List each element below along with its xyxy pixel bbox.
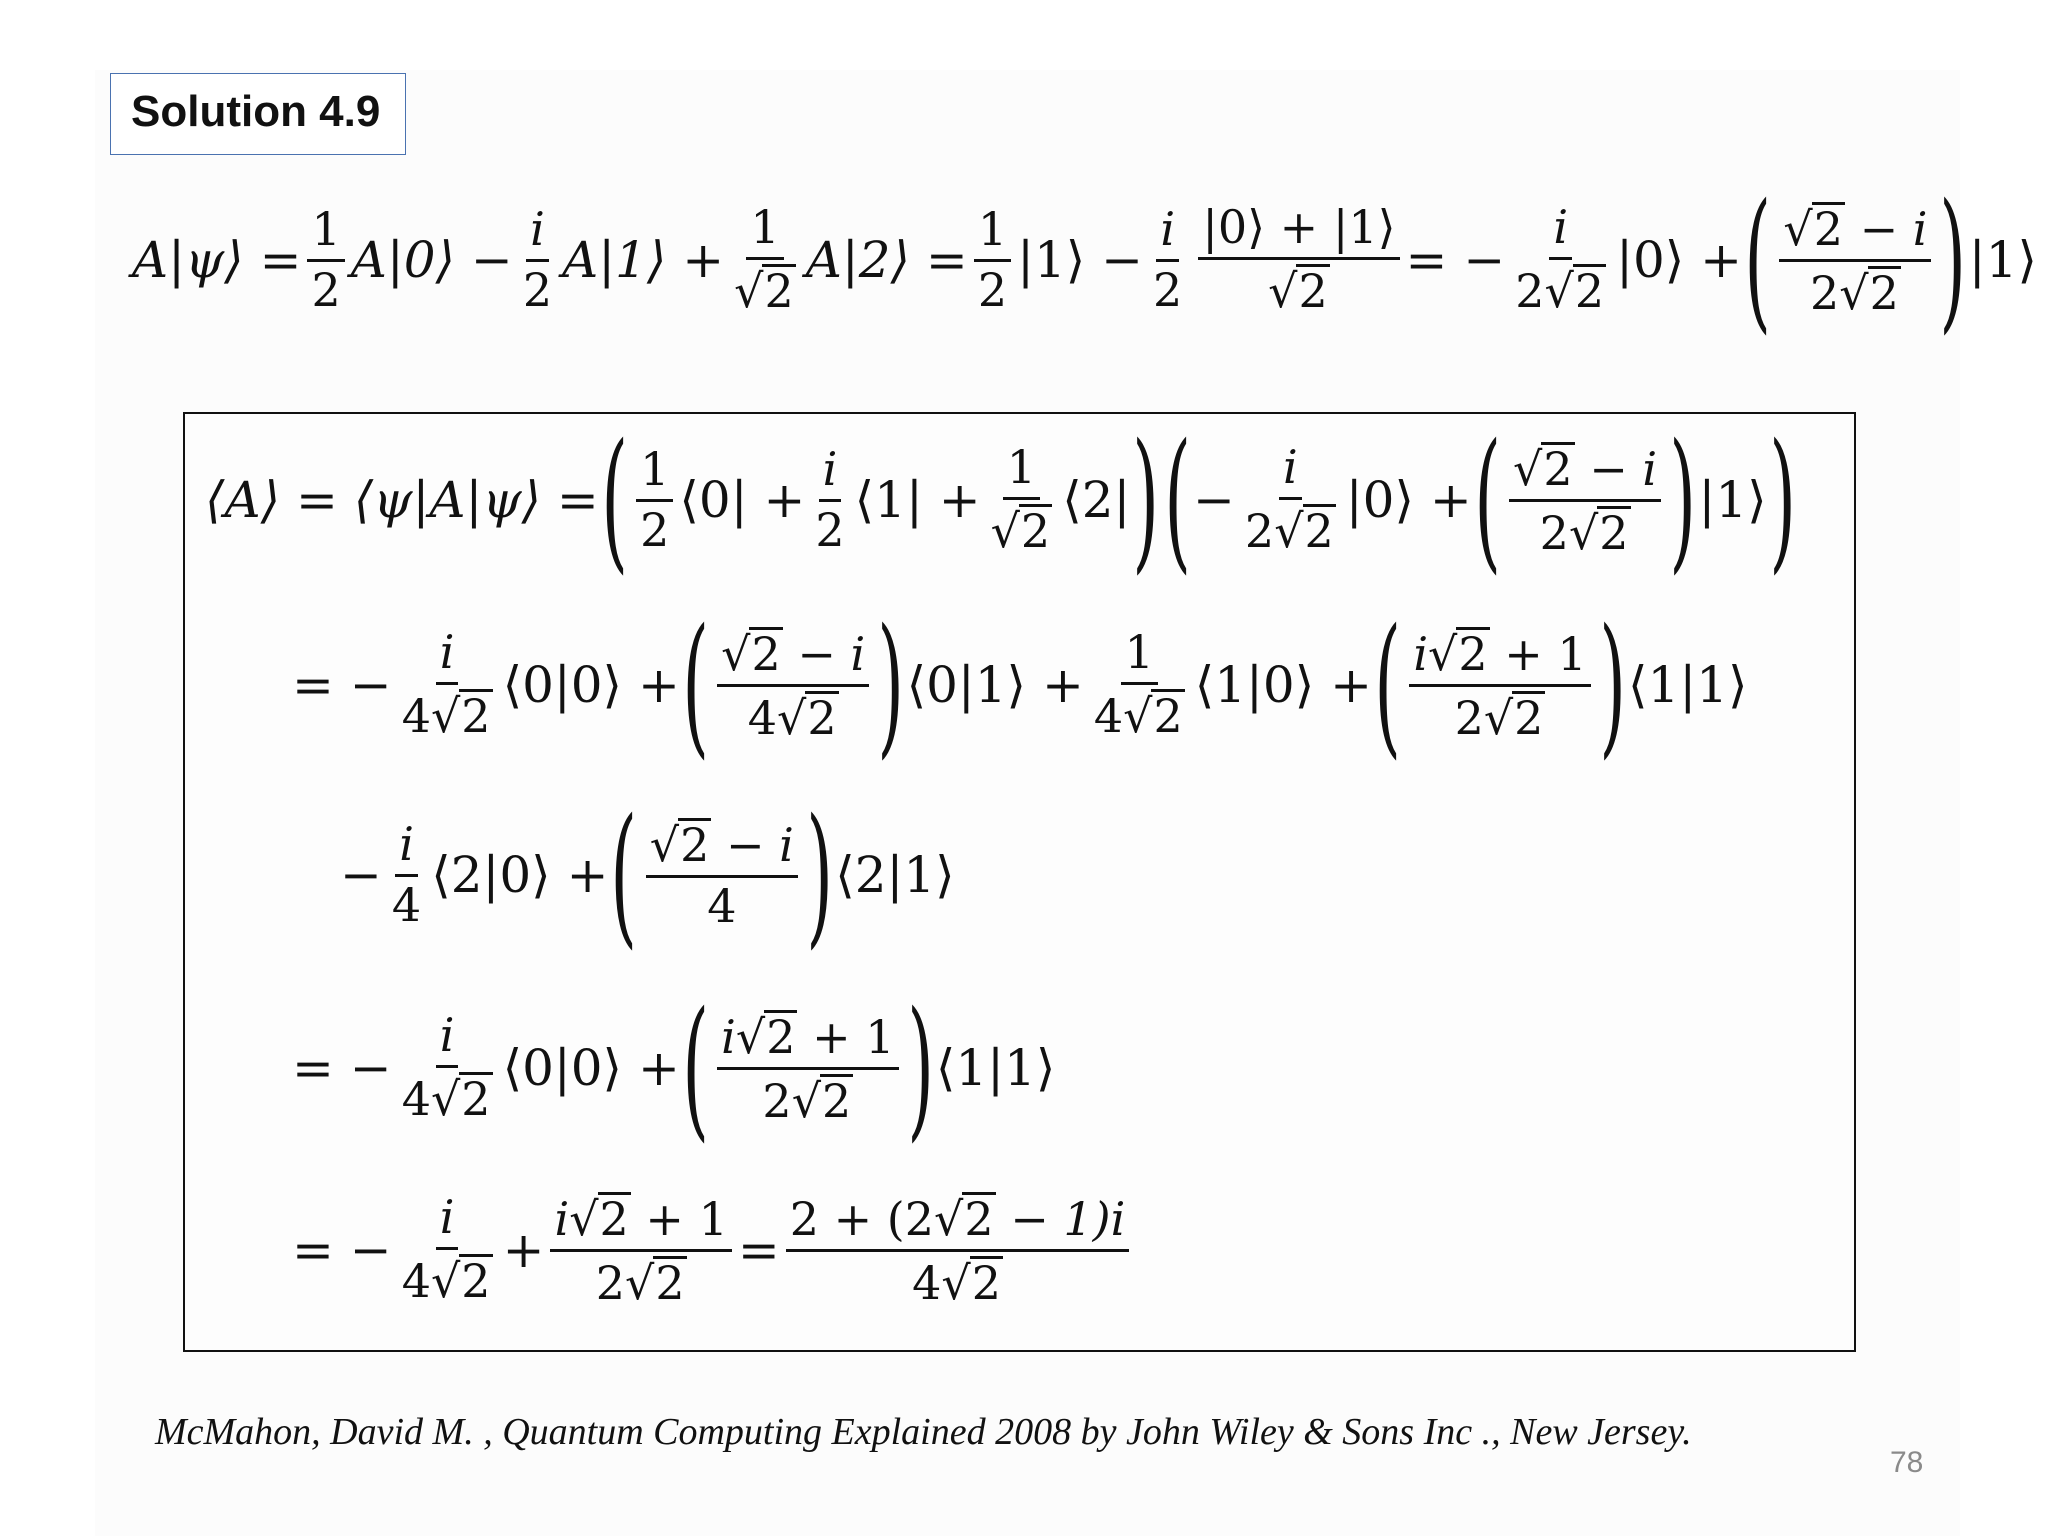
equation-a-psi: A|ψ⟩ = $\frac{1}{2}$ A|0⟩ − $\frac{i}{2}$ A|1⟩ + 1 √ 2 A|2⟩ = $\frac{1}{2}$ |1⟩ − $\frac{i}{2}$ |0⟩ + |1⟩ √ 2 = − i 2 √ 2 |0⟩ + ( √ 2 − i 2 √ 2 ) |1⟩ <box>132 171 2037 348</box>
frac-i-half-2: $\frac{i}{2}$ <box>1153 201 1183 317</box>
frac-iroot2-plus1-2root2-b: i √ 2 + 1 2 √ 2 <box>717 1010 898 1126</box>
frac-i-half: $\frac{i}{2}$ <box>522 201 553 317</box>
eq4-lead: − <box>340 846 382 904</box>
equation-expansion-1: = − i 4 √ 2 ⟨0|0⟩ + ( √ 2 − i 4 √ 2 ) ⟨0|1⟩ + 1 4 √ 2 ⟨1|0⟩ + ( i √ 2 + 1 2 √ 2 ) ⟨1|1⟩ <box>292 596 1748 773</box>
eq1-term-a0: A|0⟩ − <box>350 231 513 289</box>
eq4-braket21: ⟨2|1⟩ <box>835 846 955 904</box>
eq1-ket1-final: |1⟩ <box>1968 231 2037 289</box>
frac-one-root2-bra: 1 √ 2 <box>990 440 1051 558</box>
frac-i-2root2-ket: i 2 √ 2 <box>1244 440 1334 558</box>
frac-half-2: $\frac{1}{2}$ <box>974 205 1011 315</box>
eq3-braket00: ⟨0|0⟩ + <box>502 656 680 714</box>
eq3-braket01: ⟨0|1⟩ + <box>906 656 1084 714</box>
eq2-bra1: ⟨1| + <box>854 471 981 529</box>
eq2-bra2: ⟨2| <box>1062 471 1131 529</box>
equation-expectation: ⟨A⟩ = ⟨ψ|A|ψ⟩ = ( $\frac{1}{2}$ ⟨0| + $\frac{i}{2}$ ⟨1| + 1 √ 2 ⟨2| ) ( − i 2 √ 2 |0⟩ + ( √ 2 − i 2 √ 2 ) |1⟩ ) <box>205 411 1796 588</box>
reference-citation: McMahon, David M. , Quantum Computing Explained 2008 by John Wiley & Sons Inc ., New Jersey. <box>155 1411 1692 1453</box>
frac-half: $\frac{1}{2}$ <box>307 205 344 315</box>
frac-half-bra: $\frac{1}{2}$ <box>636 445 673 555</box>
eq2-ket0: |0⟩ + <box>1345 471 1472 529</box>
eq6-lead: = − <box>292 1221 392 1279</box>
frac-root2-minus-i-ket: √ 2 − i 2 √ 2 <box>1509 442 1661 558</box>
eq2-bra0: ⟨0| + <box>679 471 806 529</box>
page-number: 78 <box>1890 1446 1924 1479</box>
eq6-equals: = <box>737 1221 780 1279</box>
frac-iroot2-plus1-2root2: i √ 2 + 1 2 √ 2 <box>1409 627 1590 743</box>
eq5-braket00: ⟨0|0⟩ + <box>502 1039 680 1097</box>
eq1-ket1: |1⟩ − <box>1017 231 1144 289</box>
eq1-lhs: A|ψ⟩ = <box>132 231 302 289</box>
eq6-plus: + <box>502 1221 545 1279</box>
equation-final <box>292 1180 1135 1320</box>
eq5-braket11: ⟨1|1⟩ <box>935 1039 1056 1097</box>
eq3-lead: = − <box>292 656 392 714</box>
eq2-ket1: |1⟩ <box>1698 471 1767 529</box>
frac-one-4root2: 1 4 √ 2 <box>1093 625 1183 743</box>
eq1-term-a1: A|1⟩ + <box>562 231 725 289</box>
eq2-minus: − <box>1193 471 1235 529</box>
frac-i-4root2-b: i 4 √ 2 <box>401 1008 491 1126</box>
frac-i-4root2: i 4 √ 2 <box>401 625 491 743</box>
solution-title: Solution 4.9 <box>131 87 381 136</box>
frac-final-result: 2 + (2 √ 2 − 1)i 4 √ 2 <box>786 1192 1130 1308</box>
frac-root2-minus-i-4root2: √ 2 − i 4 √ 2 <box>717 627 869 743</box>
eq1-ket0: |0⟩ + <box>1616 231 1743 289</box>
frac-i-4root2-c: i 4 √ 2 <box>401 1190 491 1308</box>
frac-i-half-bra: $\frac{i}{2}$ <box>815 441 845 557</box>
frac-iroot2-plus1-2root2-c: i √ 2 + 1 2 √ 2 <box>550 1192 731 1308</box>
eq3-braket11: ⟨1|1⟩ <box>1628 656 1748 714</box>
frac-root2-minus-i: √ 2 − i 2 √ 2 <box>1779 202 1931 318</box>
eq5-lead: = − <box>292 1039 392 1097</box>
eq1-eq-minus: = − <box>1405 231 1506 289</box>
frac-i-over-2root2: i 2 √ 2 <box>1515 200 1605 318</box>
eq3-braket10: ⟨1|0⟩ + <box>1194 656 1373 714</box>
solution-title-box <box>110 73 406 155</box>
equation-simplified: = − i 4 √ 2 ⟨0|0⟩ + ( i √ 2 + 1 2 √ 2 ) ⟨1|1⟩ <box>292 979 1056 1156</box>
eq2-lhs: ⟨A⟩ = ⟨ψ|A|ψ⟩ = <box>205 471 599 529</box>
eq4-braket20: ⟨2|0⟩ + <box>431 846 609 904</box>
frac-ket-sum: |0⟩ + |1⟩ √ 2 <box>1198 203 1399 316</box>
frac-one-over-root2: 1 √ 2 <box>734 200 794 318</box>
eq1-term-a2: A|2⟩ = <box>805 231 968 289</box>
frac-i-4: $\frac{i}{4}$ <box>391 816 422 932</box>
frac-root2-minus-i-4: √ 2 − i 4 <box>646 818 798 931</box>
equation-expansion-2: − $\frac{i}{4}$ ⟨2|0⟩ + ( √ 2 − i 4 ) ⟨2|1⟩ <box>340 786 955 963</box>
